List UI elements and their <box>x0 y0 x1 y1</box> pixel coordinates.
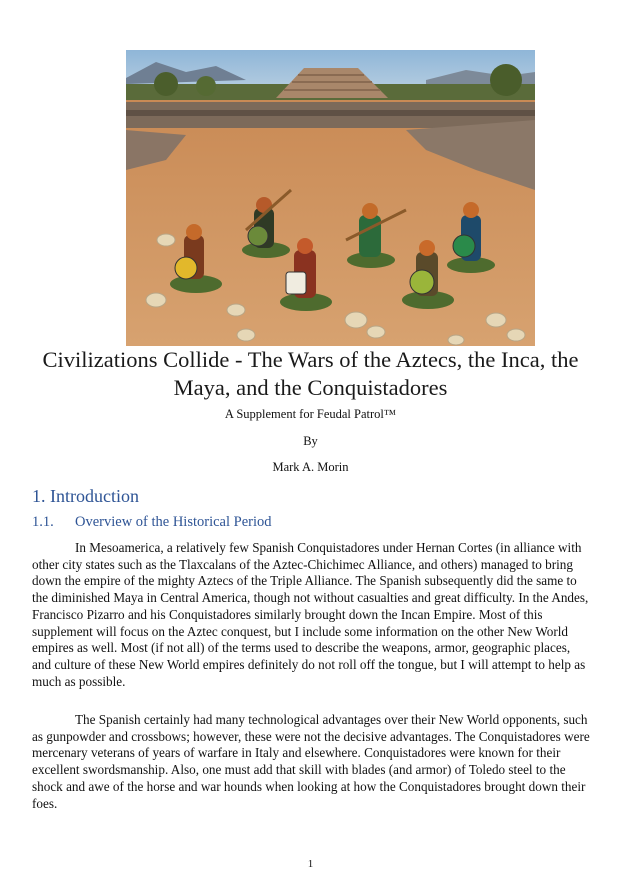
section-number: 1. <box>32 486 46 506</box>
byline-label: By <box>303 434 318 448</box>
subsection-heading <box>32 514 272 531</box>
document-title: Civilizations Collide - The Wars of the Aztecs, the Inca, the Maya, and the Conquistadores <box>42 347 579 400</box>
subsection-title: Overview of the Historical Period <box>75 514 272 530</box>
author-name: Mark A. Morin <box>272 460 349 474</box>
cover-image <box>126 50 535 346</box>
section-title: Introduction <box>50 486 139 506</box>
subsection-number: 1.1. <box>32 514 54 530</box>
document-subtitle: A Supplement for Feudal Patrol™ <box>224 407 397 421</box>
body-paragraph: In Mesoamerica, a relatively few Spanish Conquistadores under Hernan Cortes (in alliance with other city states such as the Tlaxcalans of the Aztec-Chichimec Alliance, and others) managed to bring down the empire of the mighty Aztecs of the Triple Alliance. The Spanish subsequently did the same to the diminished Maya in Central America, though not without casualties and great difficulty. In the Andes, Francisco Pizarro and his Conquistadores similarly brought down the Incan Empire. Most of this supplement will focus on the Aztec conquest, but I include some information on the other New World empires as well. Most (if not all) of the terms used to describe the weapons, armor, geographic places, and culture of these New World empires definitely do not roll off the tongue, but I will attempt to help as much as possible. <box>32 540 589 689</box>
section-heading <box>32 486 139 507</box>
miniatures-photo <box>126 50 535 346</box>
page-number: 1 <box>307 858 314 870</box>
body-paragraph: The Spanish certainly had many technological advantages over their New World opponents, such as gunpowder and crossbows; however, these were not the decisive advantages. The Conquistadores were mercenary veterans of years of warfare in Italy and elsewhere. Conquistadores were known for their excellent swordsmanship. Also, one must add that skill with blades (and armor) of Toledo steel to the shock and awe of the horse and war hounds when looking at how the Conquistadores brought down their foes. <box>32 712 590 811</box>
